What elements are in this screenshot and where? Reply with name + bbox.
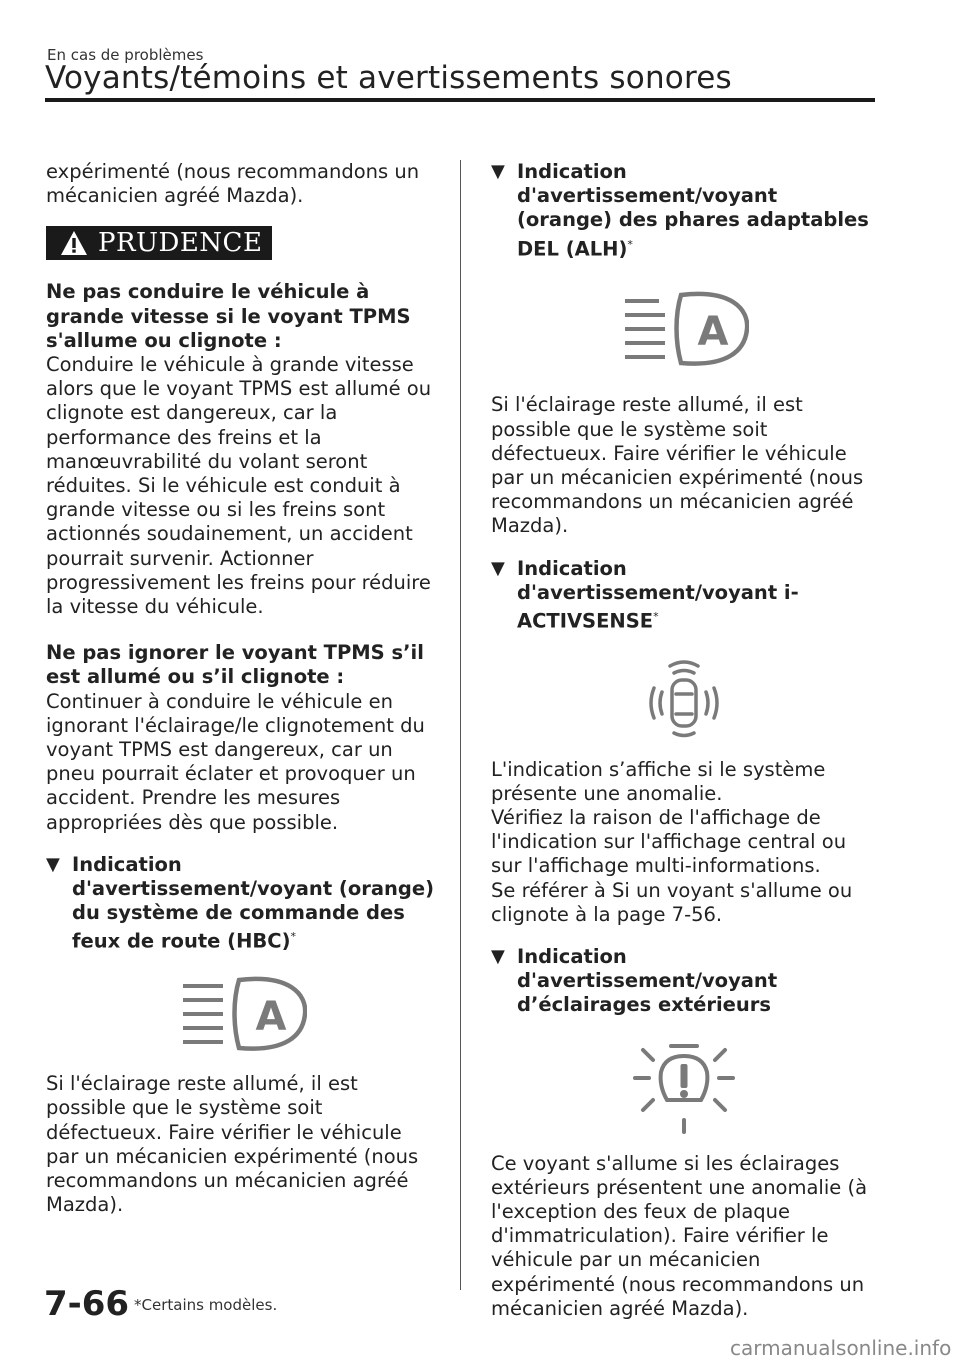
- page-number: 7-66: [44, 1284, 130, 1324]
- page-title: Voyants/témoins et avertissements sonores: [45, 60, 732, 96]
- ext-icon-wrap: [491, 1038, 876, 1134]
- svg-text:A: A: [697, 309, 728, 356]
- triangle-down-icon: ▼: [491, 946, 505, 968]
- intro-text: expérimenté (nous recommandons un mécanicien agréé Mazda).: [46, 160, 420, 208]
- iact-text-3: Se référer à Si un voyant s'allume ou clignote à la page 7-56.: [491, 878, 853, 926]
- caution2-text: Continuer à conduire le véhicule en ignorant l'éclairage/le clignotement du voyant TPMS est dangereux, car un pneu pourrait éclater et provoquer un accident. Prendre les mesures appropriées dès que possible.: [46, 689, 425, 834]
- footnote: *Certains modèles.: [134, 1296, 278, 1314]
- hbc-heading-text: Indication d'avertissement/voyant (orange) du système de commande des feux de route (HBC): [72, 852, 434, 953]
- asterisk: *: [653, 609, 659, 623]
- iact-icon-wrap: [491, 656, 876, 742]
- iact-heading: [491, 557, 876, 634]
- prudence-banner: [46, 226, 272, 260]
- triangle-down-icon: ▼: [491, 557, 505, 579]
- alh-heading: [491, 160, 876, 261]
- ext-heading-text: Indication d'avertissement/voyant d’éclairages extérieurs: [517, 945, 778, 1017]
- hbc-icon-wrap: [46, 974, 438, 1054]
- watermark: carmanualsonline.info: [730, 1336, 952, 1360]
- header-rule: [45, 98, 875, 102]
- triangle-down-icon: ▼: [46, 853, 60, 875]
- ext-heading: [491, 945, 876, 1018]
- caution2-heading: Ne pas ignorer le voyant TPMS s’il est allumé ou s’il clignote :: [46, 641, 424, 689]
- triangle-down-icon: ▼: [491, 161, 505, 182]
- iact-heading-text: Indication d'avertissement/voyant i-ACTIVSENSE: [517, 556, 799, 633]
- prudence-label: PRUDENCE: [98, 228, 263, 259]
- asterisk: *: [290, 930, 296, 944]
- hbc-heading: [46, 853, 438, 954]
- caution1-text: Conduire le véhicule à grande vitesse alors que le voyant TPMS est allumé ou clignote est dangereux, car la performance des freins et la manœuvrabilité du volant seront réduites. Si le véhicule est conduit à grande vitesse ou si les freins sont actionnés soudainement, un accident pourrait survenir. Actionner progressivement les freins pour réduire la vitesse du véhicule.: [46, 353, 432, 619]
- alh-icon-wrap: [491, 289, 876, 369]
- left-column: [46, 160, 438, 1217]
- svg-text:A: A: [255, 994, 287, 1041]
- caution1-heading: Ne pas conduire le véhicule à grande vitesse si le voyant TPMS s'allume ou clignote :: [46, 280, 411, 352]
- ext-text: Ce voyant s'allume si les éclairages extérieurs présentent une anomalie (à l'exception des feux de plaque d'immatriculation). Faire vérifier le véhicule par un mécanicien expérimenté (nous recommandons un mécanicien agréé Mazda).: [491, 1151, 868, 1320]
- column-divider: [460, 160, 461, 1290]
- iact-text-2: Vérifiez la raison de l'affichage de l'indication sur l'affichage central ou sur l'affichage multi-informations.: [491, 806, 847, 878]
- i-activsense-icon: [634, 656, 734, 742]
- alh-heading-text: Indication d'avertissement/voyant (orange) des phares adaptables DEL (ALH): [517, 160, 869, 261]
- warning-triangle-icon: [60, 230, 88, 256]
- alh-text: Si l'éclairage reste allumé, il est possible que le système soit défectueux. Faire vérifier le véhicule par un mécanicien expérimenté (nous recommandons un mécanicien agréé Mazda).: [491, 393, 864, 538]
- auto-high-beam-icon: [177, 974, 307, 1054]
- section-label: En cas de problèmes: [47, 46, 204, 64]
- iact-text-1: L'indication s’affiche si le système présente une anomalie.: [491, 757, 826, 805]
- right-column: [491, 160, 876, 1321]
- hbc-text: Si l'éclairage reste allumé, il est possible que le système soit défectueux. Faire vérifier le véhicule par un mécanicien expérimenté (nous recommandons un mécanicien agréé Mazda).: [46, 1072, 419, 1217]
- adaptive-headlight-icon: [619, 289, 749, 369]
- asterisk: *: [627, 237, 633, 251]
- exterior-light-warning-icon: [629, 1038, 739, 1134]
